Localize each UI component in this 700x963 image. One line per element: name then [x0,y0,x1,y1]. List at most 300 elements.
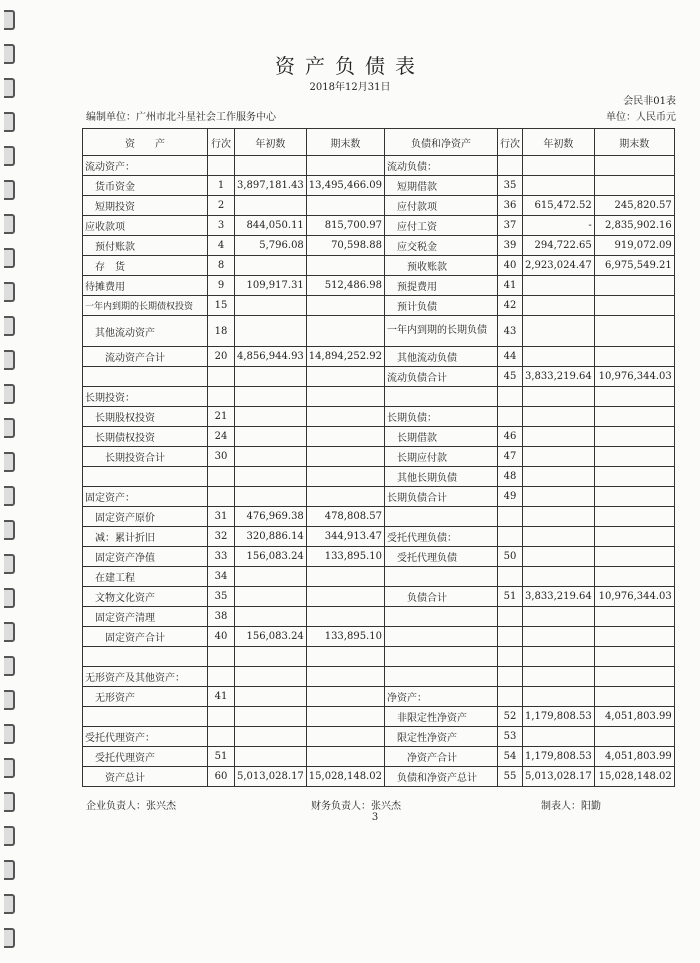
asset-line-no [208,367,235,387]
asset-line-no: 31 [208,507,235,527]
asset-line-no: 40 [208,627,235,647]
liability-beginning [522,567,594,587]
asset-beginning: 5,013,028.17 [235,767,307,787]
compiling-unit: 编制单位：广州市北斗星社会工作服务中心 [86,112,276,123]
liability-line-no [497,407,522,427]
column-header: 期末数 [594,129,674,156]
asset-item: 其他流动资产 [83,316,208,347]
asset-beginning [235,256,307,276]
liability-item: 负债合计 [384,587,497,607]
liability-ending [594,296,674,316]
asset-ending [306,387,384,407]
liability-ending: 4,051,803.99 [594,707,674,727]
asset-item: 固定资产合计 [83,627,208,647]
asset-beginning: 3,897,181.43 [235,176,307,196]
binding-ring [4,724,15,744]
liability-beginning [522,387,594,407]
liability-line-no [497,667,522,687]
asset-line-no: 1 [208,176,235,196]
binding-ring [4,894,15,914]
asset-beginning: 109,917.31 [235,276,307,296]
liability-ending: 15,028,148.02 [594,767,674,787]
liability-item: 一年内到期的长期负债 [384,316,497,347]
liability-ending [594,467,674,487]
asset-ending: 133,895.10 [306,547,384,567]
asset-beginning: 156,083.24 [235,627,307,647]
binding-ring [4,248,15,268]
liability-item: 净资产合计 [384,747,497,767]
asset-line-no: 38 [208,607,235,627]
asset-line-no [208,647,235,667]
asset-ending: 13,495,466.09 [306,176,384,196]
liability-line-no [497,156,522,176]
table-row [83,316,675,347]
asset-ending [306,607,384,627]
asset-item [83,467,208,487]
table-row [83,487,675,507]
liability-ending [594,627,674,647]
liability-beginning: - [522,216,594,236]
asset-line-no: 41 [208,687,235,707]
asset-line-no: 60 [208,767,235,787]
liability-item: 流动负债： [384,156,497,176]
asset-line-no: 4 [208,236,235,256]
asset-item: 一年内到期的长期债权投资 [83,296,208,316]
asset-ending: 70,598.88 [306,236,384,256]
liability-ending [594,427,674,447]
liability-beginning: 2,923,024.47 [522,256,594,276]
binding-ring [4,418,15,438]
liability-beginning: 3,833,219.64 [522,367,594,387]
asset-line-no [208,727,235,747]
table-row [83,567,675,587]
liability-ending: 245,820.57 [594,196,674,216]
binding-ring [4,520,15,540]
asset-item: 长期债权投资 [83,427,208,447]
asset-item [83,367,208,387]
asset-beginning: 4,856,944.93 [235,347,307,367]
liability-line-no: 47 [497,447,522,467]
liability-beginning [522,627,594,647]
asset-beginning [235,156,307,176]
binding-ring [4,452,15,472]
liability-ending [594,647,674,667]
liability-beginning [522,727,594,747]
table-row [83,427,675,447]
liability-line-no: 43 [497,316,522,347]
column-header: 行次 [208,129,235,156]
asset-ending [306,707,384,727]
table-row [83,687,675,707]
asset-beginning [235,407,307,427]
liability-item: 其他流动负债 [384,347,497,367]
table-row [83,256,675,276]
liability-line-no: 52 [497,707,522,727]
asset-item: 在建工程 [83,567,208,587]
asset-ending [306,587,384,607]
liability-line-no: 50 [497,547,522,567]
finance-leader: 财务负责人：张兴杰 [311,801,401,812]
liability-line-no: 53 [497,727,522,747]
asset-item: 长期股权投资 [83,407,208,427]
table-row [83,236,675,256]
liability-item: 预收账款 [384,256,497,276]
liability-line-no: 44 [497,347,522,367]
binding-ring [4,180,15,200]
asset-item: 流动资产合计 [83,347,208,367]
asset-ending [306,367,384,387]
table-row [83,747,675,767]
liability-ending: 10,976,344.03 [594,587,674,607]
asset-beginning [235,647,307,667]
form-number: 会民非01表 [623,96,676,107]
asset-line-no: 3 [208,216,235,236]
asset-ending [306,316,384,347]
asset-ending [306,647,384,667]
asset-line-no: 30 [208,447,235,467]
asset-line-no: 21 [208,407,235,427]
asset-item: 无形资产及其他资产： [83,667,208,687]
asset-item: 流动资产： [83,156,208,176]
liability-beginning: 615,472.52 [522,196,594,216]
liability-beginning [522,176,594,196]
table-row [83,367,675,387]
asset-item: 无形资产 [83,687,208,707]
table-row [83,647,675,667]
liability-beginning [522,296,594,316]
asset-item: 受托代理资产： [83,727,208,747]
liability-item: 预计负债 [384,296,497,316]
asset-item: 固定资产原价 [83,507,208,527]
asset-ending: 512,486.98 [306,276,384,296]
liability-item: 非限定性净资产 [384,707,497,727]
balance-sheet-table [82,128,675,787]
liability-line-no: 41 [497,276,522,296]
asset-line-no: 24 [208,427,235,447]
asset-ending: 344,913.47 [306,527,384,547]
liability-ending [594,687,674,707]
table-row [83,767,675,787]
asset-beginning [235,487,307,507]
liability-ending [594,487,674,507]
liability-item: 应交税金 [384,236,497,256]
asset-ending [306,687,384,707]
liability-ending [594,447,674,467]
asset-line-no: 33 [208,547,235,567]
binding-ring [4,112,15,132]
liability-item: 负债和净资产总计 [384,767,497,787]
asset-item: 文物文化资产 [83,587,208,607]
asset-ending [306,567,384,587]
asset-item: 短期投资 [83,196,208,216]
liability-beginning: 3,833,219.64 [522,587,594,607]
column-header: 年初数 [235,129,307,156]
asset-item: 减：累计折旧 [83,527,208,547]
asset-line-no: 9 [208,276,235,296]
binding-ring [4,146,15,166]
asset-ending [306,727,384,747]
asset-ending [306,467,384,487]
liability-ending [594,387,674,407]
liability-item: 受托代理负债： [384,527,497,547]
asset-item: 长期投资合计 [83,447,208,467]
liability-item: 长期应付款 [384,447,497,467]
liability-beginning: 5,013,028.17 [522,767,594,787]
liability-item: 流动负债合计 [384,367,497,387]
asset-beginning [235,467,307,487]
asset-ending [306,196,384,216]
liability-ending [594,176,674,196]
asset-line-no: 20 [208,347,235,367]
liability-ending: 919,072.09 [594,236,674,256]
binding-ring [4,758,15,778]
asset-line-no: 51 [208,747,235,767]
table-row [83,507,675,527]
liability-line-no [497,607,522,627]
liability-line-no: 39 [497,236,522,256]
liability-beginning [522,547,594,567]
asset-beginning [235,196,307,216]
liability-beginning: 294,722.65 [522,236,594,256]
asset-beginning [235,296,307,316]
asset-ending [306,447,384,467]
table-row [83,447,675,467]
liability-line-no: 37 [497,216,522,236]
binding-ring [4,860,15,880]
liability-beginning [522,276,594,296]
asset-line-no [208,156,235,176]
liability-item: 限定性净资产 [384,727,497,747]
asset-beginning: 156,083.24 [235,547,307,567]
column-header: 行次 [497,129,522,156]
liability-item: 受托代理负债 [384,547,497,567]
liability-item [384,567,497,587]
liability-ending [594,547,674,567]
liability-line-no [497,387,522,407]
asset-line-no: 8 [208,256,235,276]
asset-ending: 815,700.97 [306,216,384,236]
asset-item: 预付账款 [83,236,208,256]
liability-ending [594,276,674,296]
asset-item: 存 货 [83,256,208,276]
liability-beginning [522,527,594,547]
asset-ending [306,296,384,316]
binding-ring [4,690,15,710]
liability-beginning: 1,179,808.53 [522,707,594,727]
asset-line-no [208,487,235,507]
liability-beginning [522,507,594,527]
liability-item [384,647,497,667]
liability-item [384,507,497,527]
table-row [83,276,675,296]
table-row [83,707,675,727]
asset-beginning [235,727,307,747]
asset-item: 长期投资： [83,387,208,407]
liability-line-no: 49 [497,487,522,507]
liability-line-no: 51 [497,587,522,607]
asset-line-no [208,707,235,727]
liability-ending [594,727,674,747]
liability-item: 其他长期负债 [384,467,497,487]
liability-line-no: 48 [497,467,522,487]
asset-beginning [235,667,307,687]
liability-line-no [497,647,522,667]
asset-ending [306,427,384,447]
liability-item: 应付工资 [384,216,497,236]
liability-ending [594,347,674,367]
column-header: 年初数 [522,129,594,156]
liability-beginning [522,407,594,427]
asset-beginning [235,687,307,707]
liability-line-no: 45 [497,367,522,387]
liability-item: 长期负债合计 [384,487,497,507]
binding-ring [4,316,15,336]
table-header-row [83,129,675,156]
asset-ending [306,747,384,767]
table-row [83,196,675,216]
currency-unit: 单位：人民币元 [606,112,676,123]
asset-item: 固定资产净值 [83,547,208,567]
asset-beginning: 476,969.38 [235,507,307,527]
asset-item: 资产总计 [83,767,208,787]
asset-line-no [208,467,235,487]
binding-ring [4,554,15,574]
preparer: 制表人：阳勤 [541,801,601,812]
binding-ring [4,350,15,370]
liability-beginning [522,647,594,667]
asset-ending [306,407,384,427]
table-row [83,547,675,567]
asset-beginning [235,387,307,407]
liability-ending [594,527,674,547]
liability-beginning [522,447,594,467]
asset-item: 应收款项 [83,216,208,236]
binding-ring [4,10,15,30]
liability-item: 净资产： [384,687,497,707]
liability-item: 预提费用 [384,276,497,296]
liability-beginning [522,607,594,627]
asset-beginning [235,607,307,627]
asset-beginning [235,587,307,607]
unit-line [86,108,676,123]
asset-beginning: 5,796.08 [235,236,307,256]
asset-beginning [235,747,307,767]
asset-item [83,707,208,727]
table-row [83,667,675,687]
liability-beginning [522,316,594,347]
liability-beginning [522,467,594,487]
table-row [83,467,675,487]
table-row [83,407,675,427]
asset-line-no: 34 [208,567,235,587]
column-header: 期末数 [306,129,384,156]
liability-ending [594,507,674,527]
binding-ring [4,282,15,302]
liability-ending [594,407,674,427]
liability-item [384,387,497,407]
liability-ending [594,156,674,176]
asset-line-no: 35 [208,587,235,607]
liability-line-no: 42 [497,296,522,316]
asset-item: 货币资金 [83,176,208,196]
liability-ending [594,567,674,587]
table-row [83,627,675,647]
liability-beginning [522,687,594,707]
liability-ending [594,316,674,347]
asset-ending: 14,894,252.92 [306,347,384,367]
binding-ring [4,384,15,404]
table-row [83,607,675,627]
liability-item [384,607,497,627]
asset-line-no [208,667,235,687]
table-row [83,176,675,196]
liability-beginning [522,427,594,447]
asset-line-no [208,387,235,407]
column-header: 资 产 [83,129,208,156]
asset-line-no: 18 [208,316,235,347]
liability-line-no: 46 [497,427,522,447]
table-row [83,216,675,236]
liability-item: 应付款项 [384,196,497,216]
liability-item: 短期借款 [384,176,497,196]
liability-ending: 2,835,902.16 [594,216,674,236]
asset-beginning [235,316,307,347]
binding-ring [4,588,15,608]
page-title: 资产负债表 [275,54,425,78]
liability-line-no [497,627,522,647]
liability-line-no: 55 [497,767,522,787]
liability-line-no [497,527,522,547]
liability-line-no: 40 [497,256,522,276]
liability-line-no: 35 [497,176,522,196]
binding-ring [4,486,15,506]
liability-line-no [497,507,522,527]
asset-beginning [235,707,307,727]
asset-item: 固定资产清理 [83,607,208,627]
liability-line-no [497,567,522,587]
asset-ending [306,256,384,276]
asset-beginning: 844,050.11 [235,216,307,236]
liability-item [384,667,497,687]
binding-ring [4,792,15,812]
table-row [83,347,675,367]
asset-ending: 478,808.57 [306,507,384,527]
enterprise-leader: 企业负责人：张兴杰 [86,801,176,812]
asset-beginning: 320,886.14 [235,527,307,547]
asset-ending [306,156,384,176]
liability-ending [594,667,674,687]
table-row [83,156,675,176]
liability-beginning [522,347,594,367]
liability-item: 长期负债： [384,407,497,427]
table-row [83,387,675,407]
page-number: 3 [371,812,379,823]
liability-beginning: 1,179,808.53 [522,747,594,767]
asset-line-no: 32 [208,527,235,547]
binding-ring [4,826,15,846]
asset-item: 受托代理资产 [83,747,208,767]
binding-ring [4,214,15,234]
table-row [83,296,675,316]
liability-line-no [497,687,522,707]
asset-beginning [235,427,307,447]
liability-line-no: 54 [497,747,522,767]
binding-ring [4,928,15,948]
liability-ending: 6,975,549.21 [594,256,674,276]
liability-beginning [522,667,594,687]
binding-ring [4,622,15,642]
table-row [83,727,675,747]
